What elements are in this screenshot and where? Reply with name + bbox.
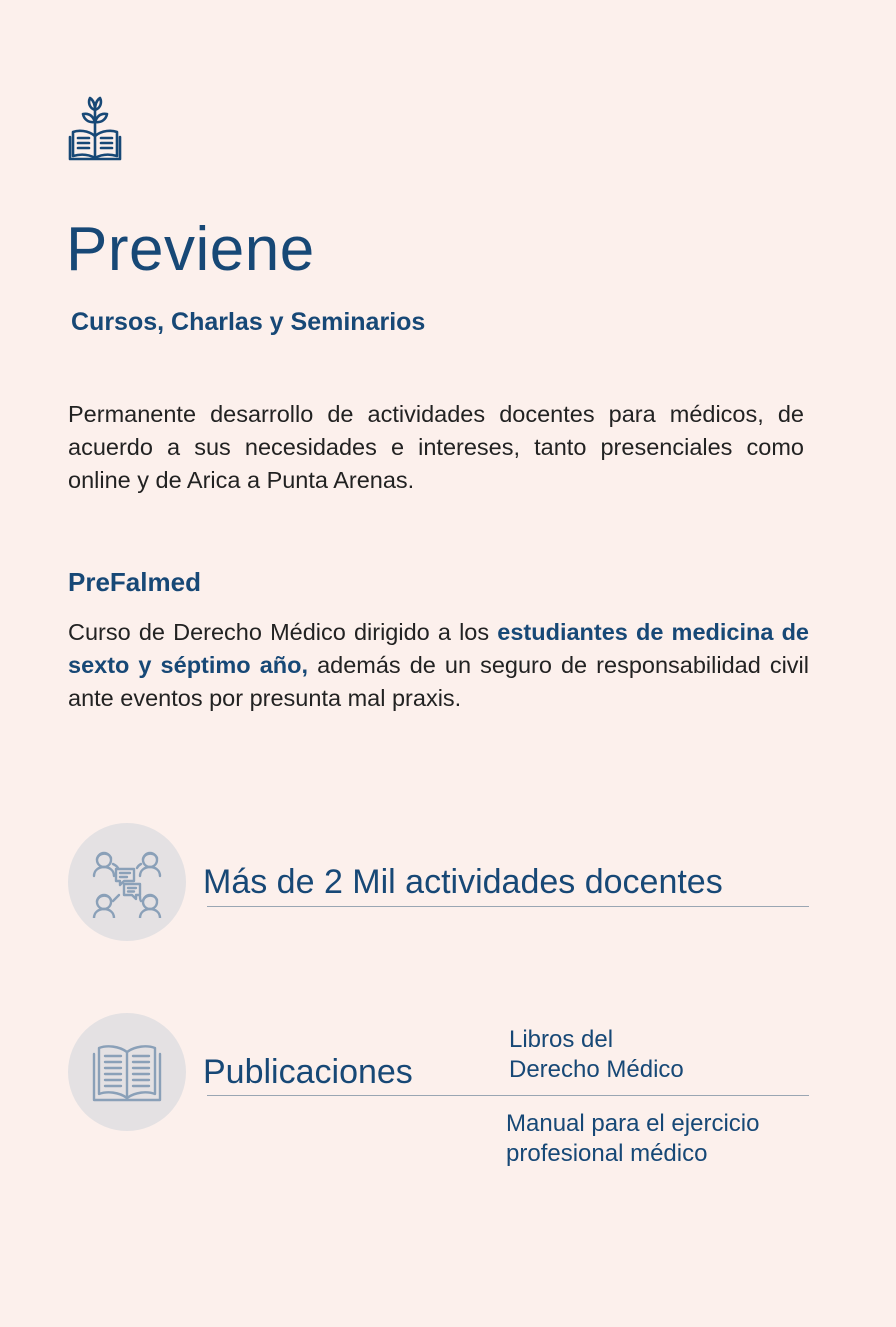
group-chat-icon xyxy=(91,846,163,918)
prefalmed-highlight: estudiantes de medicina de sexto y séptimo año, xyxy=(68,619,809,678)
publication-line: Libros del xyxy=(509,1026,614,1053)
publications-icon-circle xyxy=(68,1013,186,1131)
page-subtitle: Cursos, Charlas y Seminarios xyxy=(71,308,426,336)
activities-stat-label: Más de 2 Mil actividades docentes xyxy=(203,863,723,901)
publication-line: Derecho Médico xyxy=(509,1056,684,1083)
stats-divider xyxy=(207,906,809,907)
intro-paragraph: Permanente desarrollo de actividades docentes para médicos, de acuerdo a sus necesidades e intereses, tanto presenciales como online y de Arica a Punta Arenas. xyxy=(68,401,804,493)
prefalmed-title: PreFalmed xyxy=(68,567,201,597)
prefalmed-text-end: además de un seguro de responsabilidad civil ante eventos por presunta mal praxis. xyxy=(68,652,810,711)
publication-item xyxy=(509,1025,819,1085)
prefalmed-description xyxy=(68,616,809,715)
publication-line: profesional médico xyxy=(506,1140,708,1167)
publications-label: Publicaciones xyxy=(203,1053,413,1091)
page-title: Previene xyxy=(66,215,315,284)
open-book-icon xyxy=(91,1036,163,1108)
prefalmed-text-start: Curso de Derecho Médico dirigido a los xyxy=(68,619,498,645)
publication-line: Manual para el ejercicio xyxy=(506,1110,760,1137)
publications-divider xyxy=(207,1095,809,1096)
publication-item xyxy=(506,1109,816,1169)
book-plant-icon xyxy=(68,96,122,162)
stats-icon-circle xyxy=(68,823,186,941)
